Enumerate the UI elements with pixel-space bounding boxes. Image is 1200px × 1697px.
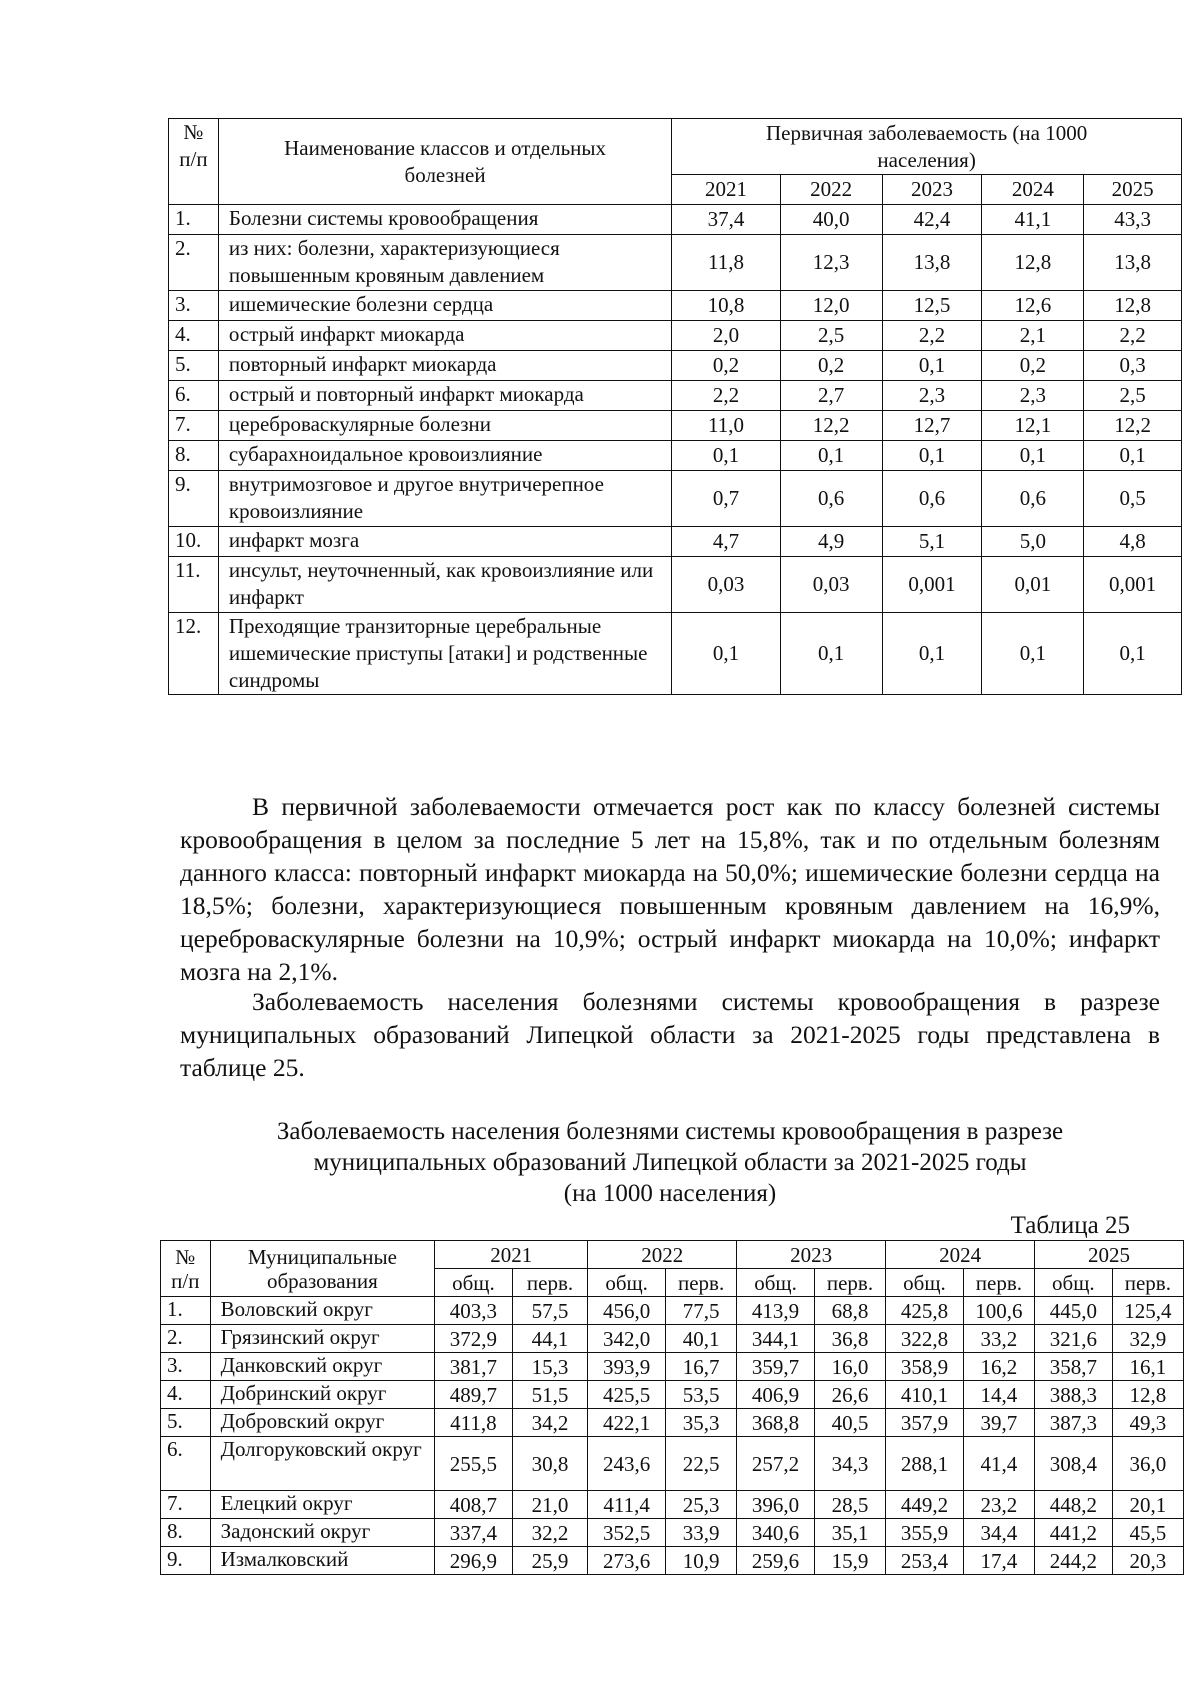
rate-value: 255,5 <box>435 1437 513 1491</box>
row-number: 2. <box>161 1325 211 1353</box>
paragraph-1: В первичной заболеваемости отмечается рост как по классу болезней системы кровообращения в целом за последние 5 лет на 15,8%, так и по отдельным болезням данного класса: повторный инфаркт миокарда на 50,0%; ишемические болезни сердца на 18,5%; болезни, характеризующиеся повышенным кровяным давлением на 16,9%, цереброваскулярные болезни на 10,9%; острый инфаркт миокарда на 10,0%; инфаркт мозга на 2,1%. <box>180 792 1160 986</box>
rate-value: 411,4 <box>588 1491 666 1519</box>
rate-value: 244,2 <box>1035 1547 1113 1575</box>
rate-value: 16,1 <box>1112 1353 1183 1381</box>
rate-value: 25,9 <box>512 1547 588 1575</box>
municipality-name: Долгоруковский округ <box>210 1437 434 1491</box>
rate-value: 100,6 <box>963 1297 1034 1325</box>
rate-value: 411,8 <box>435 1409 513 1437</box>
table-caption <box>180 1116 1160 1209</box>
rate-value: 23,2 <box>963 1491 1034 1519</box>
rate-value: 0,01 <box>982 557 1084 613</box>
rate-value: 368,8 <box>737 1409 815 1437</box>
rate-value: 357,9 <box>886 1409 964 1437</box>
table-row <box>161 1297 1184 1325</box>
rate-value: 12,1 <box>982 411 1084 441</box>
rate-value: 489,7 <box>435 1381 513 1409</box>
rate-value: 2,1 <box>982 321 1084 351</box>
municipality-name: Данковский округ <box>210 1353 434 1381</box>
municipality-name: Елецкий округ <box>210 1491 434 1519</box>
rate-value: 4,8 <box>1084 527 1182 557</box>
rate-value: 0,001 <box>882 557 982 613</box>
table-row <box>169 411 1182 441</box>
disease-name: внутримозговое и другое внутричерепное кровоизлияние <box>218 471 671 527</box>
row-number: 6. <box>169 381 219 411</box>
row-number: 8. <box>161 1519 211 1547</box>
table-row <box>169 527 1182 557</box>
rate-value: 358,7 <box>1035 1353 1113 1381</box>
year-header: 2024 <box>886 1241 1035 1269</box>
row-number: 11. <box>169 557 219 613</box>
rate-value: 308,4 <box>1035 1437 1113 1491</box>
rate-value: 35,1 <box>814 1519 885 1547</box>
municipality-name: Воловский округ <box>210 1297 434 1325</box>
municipality-name: Добринский округ <box>210 1381 434 1409</box>
paragraph-2: Заболеваемость населения болезнями системы кровообращения в разрезе муниципальных образований Липецкой области за 2021-2025 годы представлена в таблице 25. <box>180 987 1160 1082</box>
caption-line-2: муниципальных образований Липецкой области за 2021-2025 годы <box>313 1149 1027 1176</box>
sub-header-primary: перв. <box>963 1269 1034 1297</box>
row-number: 5. <box>169 351 219 381</box>
rate-value: 2,2 <box>882 321 982 351</box>
rate-value: 12,2 <box>780 411 882 441</box>
header-group: Первичная заболеваемость (на 1000 населения) <box>672 119 1182 175</box>
row-number: 6. <box>161 1437 211 1491</box>
rate-value: 41,4 <box>963 1437 1034 1491</box>
rate-value: 0,2 <box>982 351 1084 381</box>
rate-value: 0,3 <box>1084 351 1182 381</box>
rate-value: 11,8 <box>672 235 780 291</box>
table-row <box>161 1491 1184 1519</box>
rate-value: 0,1 <box>780 441 882 471</box>
rate-value: 296,9 <box>435 1547 513 1575</box>
rate-value: 0,2 <box>672 351 780 381</box>
disease-name: ишемические болезни сердца <box>218 291 671 321</box>
table-row <box>169 613 1182 695</box>
disease-name: Преходящие транзиторные церебральные ишемические приступы [атаки] и родственные синдромы <box>218 613 671 695</box>
rate-value: 12,0 <box>780 291 882 321</box>
sub-header-total: общ. <box>435 1269 513 1297</box>
rate-value: 372,9 <box>435 1325 513 1353</box>
rate-value: 257,2 <box>737 1437 815 1491</box>
rate-value: 57,5 <box>512 1297 588 1325</box>
rate-value: 2,2 <box>1084 321 1182 351</box>
rate-value: 10,9 <box>665 1547 736 1575</box>
row-number: 4. <box>161 1381 211 1409</box>
rate-value: 5,0 <box>982 527 1084 557</box>
header-num: № п/п <box>169 119 219 205</box>
municipal-table <box>160 1240 1184 1575</box>
rate-value: 0,001 <box>1084 557 1182 613</box>
table-row <box>161 1547 1184 1575</box>
rate-value: 2,5 <box>1084 381 1182 411</box>
rate-value: 0,2 <box>780 351 882 381</box>
rate-value: 0,1 <box>672 441 780 471</box>
row-number: 8. <box>169 441 219 471</box>
table-row <box>161 1325 1184 1353</box>
rate-value: 37,4 <box>672 205 780 235</box>
row-number: 9. <box>169 471 219 527</box>
rate-value: 13,8 <box>1084 235 1182 291</box>
rate-value: 403,3 <box>435 1297 513 1325</box>
rate-value: 425,5 <box>588 1381 666 1409</box>
rate-value: 45,5 <box>1112 1519 1183 1547</box>
rate-value: 259,6 <box>737 1547 815 1575</box>
year-header: 2025 <box>1035 1241 1184 1269</box>
rate-value: 449,2 <box>886 1491 964 1519</box>
rate-value: 34,4 <box>963 1519 1034 1547</box>
sub-header-total: общ. <box>886 1269 964 1297</box>
rate-value: 12,5 <box>882 291 982 321</box>
rate-value: 34,2 <box>512 1409 588 1437</box>
rate-value: 2,7 <box>780 381 882 411</box>
caption-line-1: Заболеваемость населения болезнями системы кровообращения в разрезе <box>276 1118 1064 1145</box>
rate-value: 288,1 <box>886 1437 964 1491</box>
table-row <box>169 351 1182 381</box>
header-name: Муниципальные образования <box>210 1241 434 1297</box>
year-header: 2021 <box>435 1241 588 1269</box>
rate-value: 344,1 <box>737 1325 815 1353</box>
year-header: 2023 <box>882 175 982 205</box>
row-number: 7. <box>169 411 219 441</box>
row-number: 10. <box>169 527 219 557</box>
rate-value: 340,6 <box>737 1519 815 1547</box>
header-name: Наименование классов и отдельных болезней <box>218 119 671 205</box>
table-row <box>161 1519 1184 1547</box>
row-number: 7. <box>161 1491 211 1519</box>
rate-value: 342,0 <box>588 1325 666 1353</box>
rate-value: 40,5 <box>814 1409 885 1437</box>
rate-value: 0,1 <box>1084 613 1182 695</box>
row-number: 1. <box>169 205 219 235</box>
row-number: 3. <box>161 1353 211 1381</box>
rate-value: 43,3 <box>1084 205 1182 235</box>
rate-value: 32,9 <box>1112 1325 1183 1353</box>
row-number: 2. <box>169 235 219 291</box>
row-number: 9. <box>161 1547 211 1575</box>
rate-value: 32,2 <box>512 1519 588 1547</box>
rate-value: 16,0 <box>814 1353 885 1381</box>
rate-value: 33,2 <box>963 1325 1034 1353</box>
row-number: 3. <box>169 291 219 321</box>
rate-value: 355,9 <box>886 1519 964 1547</box>
disease-name: инсульт, неуточненный, как кровоизлияние или инфаркт <box>218 557 671 613</box>
rate-value: 77,5 <box>665 1297 736 1325</box>
rate-value: 396,0 <box>737 1491 815 1519</box>
table-row <box>161 1437 1184 1491</box>
rate-value: 0,1 <box>882 441 982 471</box>
sub-header-primary: перв. <box>512 1269 588 1297</box>
sub-header-primary: перв. <box>1112 1269 1183 1297</box>
rate-value: 0,7 <box>672 471 780 527</box>
rate-value: 0,1 <box>982 441 1084 471</box>
rate-value: 12,8 <box>1084 291 1182 321</box>
municipality-name: Добровский округ <box>210 1409 434 1437</box>
municipality-name: Задонский округ <box>210 1519 434 1547</box>
rate-value: 273,6 <box>588 1547 666 1575</box>
rate-value: 5,1 <box>882 527 982 557</box>
rate-value: 25,3 <box>665 1491 736 1519</box>
disease-name: субарахноидальное кровоизлияние <box>218 441 671 471</box>
rate-value: 12,8 <box>1112 1381 1183 1409</box>
table-row <box>169 205 1182 235</box>
disease-name: острый инфаркт миокарда <box>218 321 671 351</box>
rate-value: 0,1 <box>672 613 780 695</box>
rate-value: 0,03 <box>780 557 882 613</box>
table-number: Таблица 25 <box>1010 1212 1130 1239</box>
rate-value: 387,3 <box>1035 1409 1113 1437</box>
table-row <box>169 291 1182 321</box>
rate-value: 26,6 <box>814 1381 885 1409</box>
rate-value: 21,0 <box>512 1491 588 1519</box>
rate-value: 359,7 <box>737 1353 815 1381</box>
rate-value: 36,8 <box>814 1325 885 1353</box>
rate-value: 243,6 <box>588 1437 666 1491</box>
rate-value: 456,0 <box>588 1297 666 1325</box>
rate-value: 422,1 <box>588 1409 666 1437</box>
rate-value: 15,3 <box>512 1353 588 1381</box>
rate-value: 30,8 <box>512 1437 588 1491</box>
sub-header-total: общ. <box>737 1269 815 1297</box>
rate-value: 0,1 <box>982 613 1084 695</box>
rate-value: 22,5 <box>665 1437 736 1491</box>
year-header: 2025 <box>1084 175 1182 205</box>
rate-value: 388,3 <box>1035 1381 1113 1409</box>
rate-value: 0,03 <box>672 557 780 613</box>
rate-value: 425,8 <box>886 1297 964 1325</box>
row-number: 12. <box>169 613 219 695</box>
rate-value: 358,9 <box>886 1353 964 1381</box>
rate-value: 16,7 <box>665 1353 736 1381</box>
row-number: 1. <box>161 1297 211 1325</box>
rate-value: 0,1 <box>1084 441 1182 471</box>
rate-value: 12,7 <box>882 411 982 441</box>
table-row <box>169 557 1182 613</box>
rate-value: 16,2 <box>963 1353 1034 1381</box>
rate-value: 14,4 <box>963 1381 1034 1409</box>
table-row <box>161 1353 1184 1381</box>
year-header: 2022 <box>588 1241 737 1269</box>
rate-value: 17,4 <box>963 1547 1034 1575</box>
rate-value: 39,7 <box>963 1409 1034 1437</box>
rate-value: 28,5 <box>814 1491 885 1519</box>
rate-value: 11,0 <box>672 411 780 441</box>
rate-value: 2,3 <box>982 381 1084 411</box>
rate-value: 51,5 <box>512 1381 588 1409</box>
rate-value: 352,5 <box>588 1519 666 1547</box>
rate-value: 0,6 <box>780 471 882 527</box>
table-row <box>169 235 1182 291</box>
rate-value: 35,3 <box>665 1409 736 1437</box>
disease-name: повторный инфаркт миокарда <box>218 351 671 381</box>
rate-value: 20,1 <box>1112 1491 1183 1519</box>
disease-name: инфаркт мозга <box>218 527 671 557</box>
rate-value: 33,9 <box>665 1519 736 1547</box>
table-row <box>161 1381 1184 1409</box>
rate-value: 2,0 <box>672 321 780 351</box>
rate-value: 253,4 <box>886 1547 964 1575</box>
rate-value: 337,4 <box>435 1519 513 1547</box>
rate-value: 0,1 <box>882 351 982 381</box>
rate-value: 0,6 <box>982 471 1084 527</box>
row-number: 5. <box>161 1409 211 1437</box>
rate-value: 2,5 <box>780 321 882 351</box>
rate-value: 406,9 <box>737 1381 815 1409</box>
rate-value: 448,2 <box>1035 1491 1113 1519</box>
sub-header-total: общ. <box>588 1269 666 1297</box>
rate-value: 413,9 <box>737 1297 815 1325</box>
rate-value: 12,2 <box>1084 411 1182 441</box>
municipality-name: Измалковский <box>210 1547 434 1575</box>
year-header: 2021 <box>672 175 780 205</box>
sub-header-primary: перв. <box>665 1269 736 1297</box>
rate-value: 15,9 <box>814 1547 885 1575</box>
rate-value: 12,3 <box>780 235 882 291</box>
rate-value: 445,0 <box>1035 1297 1113 1325</box>
rate-value: 2,3 <box>882 381 982 411</box>
rate-value: 36,0 <box>1112 1437 1183 1491</box>
rate-value: 0,5 <box>1084 471 1182 527</box>
disease-name: цереброваскулярные болезни <box>218 411 671 441</box>
rate-value: 0,1 <box>882 613 982 695</box>
rate-value: 381,7 <box>435 1353 513 1381</box>
disease-name: Болезни системы кровообращения <box>218 205 671 235</box>
rate-value: 0,1 <box>780 613 882 695</box>
disease-table <box>168 118 1182 695</box>
year-header: 2022 <box>780 175 882 205</box>
rate-value: 12,8 <box>982 235 1084 291</box>
rate-value: 408,7 <box>435 1491 513 1519</box>
rate-value: 441,2 <box>1035 1519 1113 1547</box>
rate-value: 410,1 <box>886 1381 964 1409</box>
rate-value: 20,3 <box>1112 1547 1183 1575</box>
table-row <box>169 321 1182 351</box>
year-header: 2023 <box>737 1241 886 1269</box>
rate-value: 393,9 <box>588 1353 666 1381</box>
sub-header-total: общ. <box>1035 1269 1113 1297</box>
caption-line-3: (на 1000 населения) <box>563 1180 777 1207</box>
year-header: 2024 <box>982 175 1084 205</box>
rate-value: 68,8 <box>814 1297 885 1325</box>
rate-value: 34,3 <box>814 1437 885 1491</box>
rate-value: 40,0 <box>780 205 882 235</box>
rate-value: 321,6 <box>1035 1325 1113 1353</box>
municipality-name: Грязинский округ <box>210 1325 434 1353</box>
rate-value: 125,4 <box>1112 1297 1183 1325</box>
row-number: 4. <box>169 321 219 351</box>
rate-value: 41,1 <box>982 205 1084 235</box>
rate-value: 12,6 <box>982 291 1084 321</box>
rate-value: 42,4 <box>882 205 982 235</box>
rate-value: 322,8 <box>886 1325 964 1353</box>
rate-value: 2,2 <box>672 381 780 411</box>
rate-value: 13,8 <box>882 235 982 291</box>
sub-header-primary: перв. <box>814 1269 885 1297</box>
header-num: № п/п <box>161 1241 211 1297</box>
table-row <box>169 381 1182 411</box>
rate-value: 40,1 <box>665 1325 736 1353</box>
rate-value: 4,7 <box>672 527 780 557</box>
rate-value: 10,8 <box>672 291 780 321</box>
rate-value: 44,1 <box>512 1325 588 1353</box>
rate-value: 0,6 <box>882 471 982 527</box>
rate-value: 49,3 <box>1112 1409 1183 1437</box>
table-row <box>161 1409 1184 1437</box>
rate-value: 4,9 <box>780 527 882 557</box>
rate-value: 53,5 <box>665 1381 736 1409</box>
disease-name: острый и повторный инфаркт миокарда <box>218 381 671 411</box>
table-row <box>169 441 1182 471</box>
disease-name: из них: болезни, характеризующиеся повышенным кровяным давлением <box>218 235 671 291</box>
table-row <box>169 471 1182 527</box>
